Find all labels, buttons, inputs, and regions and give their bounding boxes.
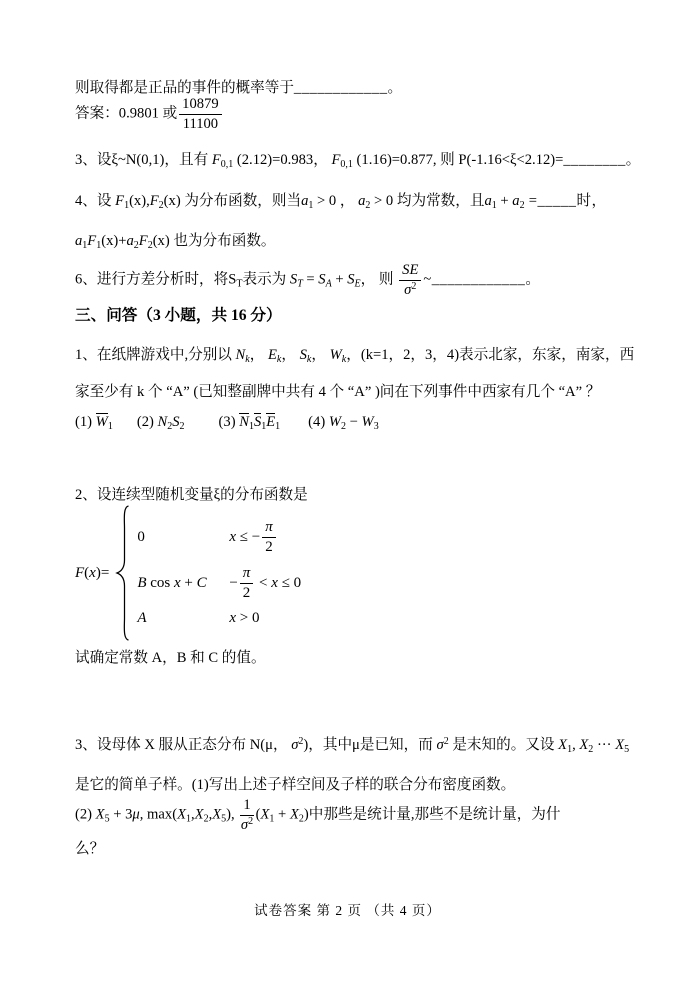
subscript: T: [236, 278, 243, 290]
math-variable: F: [115, 193, 125, 209]
function-lhs: [75, 565, 109, 582]
text-run: 为分布函数，则当: [180, 193, 302, 209]
overline-var: [96, 413, 108, 430]
text-run: [399, 262, 421, 281]
math-variable: X: [95, 806, 105, 823]
math-variable: X: [558, 737, 568, 753]
math-variable: S: [253, 414, 262, 430]
subscript: 1: [124, 200, 130, 211]
math-variable: x: [89, 564, 96, 581]
text-run: (3): [218, 414, 240, 430]
text-run: ≤ −: [235, 529, 261, 546]
text-run: 则取得都是正品的事件的概率等于: [75, 80, 294, 96]
text-run: (x): [152, 233, 170, 249]
question-2-intro: 2、设连续型随机变量ξ的分布函数是: [75, 487, 308, 503]
text-run: [229, 565, 301, 603]
text-run: [240, 565, 254, 584]
overline-var: [266, 413, 275, 430]
subscript: 2: [365, 200, 371, 211]
text-run: 。: [387, 80, 403, 96]
math-variable: π: [242, 564, 251, 581]
text-run: )，其中μ是已知，而: [303, 737, 437, 753]
section-heading: 三、问答（3 小题，共 16 分）: [75, 307, 282, 324]
math-variable: S: [289, 271, 298, 288]
text-run: ,: [139, 806, 148, 823]
subscript: 1: [275, 421, 281, 432]
math-variable: σ: [240, 816, 249, 833]
math-variable: E: [266, 414, 276, 430]
text-run: [240, 816, 253, 834]
math-variable: W: [95, 414, 108, 430]
text-run: [137, 575, 229, 592]
fraction: [240, 797, 253, 834]
text-run: 是末知的。又设: [448, 737, 559, 753]
text-run: −: [346, 414, 362, 430]
math-variable: k: [245, 354, 250, 365]
text-run: 2: [265, 539, 273, 556]
math-variable: k: [306, 354, 312, 365]
math-variable: μ: [132, 806, 140, 823]
subscript: 1: [308, 200, 314, 211]
text-run: 也为分布函数。: [169, 233, 276, 249]
text-run: 答案：0.9801 或: [75, 105, 178, 122]
text-run: (1.16)=0.877, 则 P(-1.16<ξ<2.12)=: [352, 152, 564, 168]
text-run: (1): [75, 414, 96, 430]
text-run: > 0: [235, 610, 260, 626]
superscript: 2: [443, 736, 449, 747]
text-run: 1、在纸牌游戏中,分别以: [75, 347, 236, 363]
math-variable: A: [325, 278, 332, 290]
math-variable: N: [157, 414, 168, 430]
text-run: ，: [346, 347, 361, 363]
case-list: [137, 519, 301, 627]
text-run: (: [255, 806, 261, 823]
subscript: 2: [341, 421, 347, 432]
answer-blank: =_____时，: [524, 193, 607, 209]
math-variable: F: [138, 233, 148, 249]
piecewise-distribution-function: [75, 503, 301, 643]
text-run: ),: [226, 806, 239, 823]
text-run: 中那些是统计量,那些不是统计量，为什: [308, 806, 561, 823]
math-variable: X: [260, 806, 270, 823]
text-run: 3、设母体 X 服从正态分布 N(μ，: [75, 737, 292, 753]
text-run: (4): [308, 414, 329, 430]
text-run: ， 则: [360, 271, 398, 288]
text-run: 0: [137, 529, 145, 546]
question-3-line-4: 么？: [75, 841, 105, 857]
subscript: 2: [167, 421, 173, 432]
subscript: 1: [96, 240, 102, 251]
text-run: (2.12)=0.983，: [233, 152, 332, 168]
text-run: > 0: [370, 193, 397, 209]
math-variable: k: [341, 354, 347, 365]
text-run: ,: [208, 806, 213, 823]
math-variable: x: [271, 574, 278, 591]
answer-line: [75, 96, 224, 133]
fill-item-6: [75, 262, 540, 299]
answer-blank: ________。: [563, 152, 641, 168]
text-run: (x): [163, 193, 181, 209]
text-run: −: [229, 574, 238, 591]
text-run: ···: [593, 737, 616, 753]
subscript: 0,1: [340, 159, 353, 170]
fraction-denominator: 11100: [182, 115, 219, 132]
brace-path: [117, 506, 129, 640]
subscript: 1: [567, 744, 573, 755]
question-3-line-2: 是它的简单子样。(1)写出上述子样空间及子样的联合分布密度函数。: [75, 777, 516, 793]
math-variable: F: [211, 152, 221, 168]
math-variable: F: [149, 193, 159, 209]
subscript: 2: [298, 813, 304, 825]
text-run: (2): [136, 414, 158, 430]
text-run: )=: [95, 564, 110, 581]
subscript: 2: [179, 421, 185, 432]
text-run: 均为常数，且: [396, 193, 485, 209]
text-run: +: [274, 806, 290, 823]
math-variable: X: [177, 806, 186, 823]
question-3-line-1: [75, 735, 629, 756]
subscript: 1: [261, 421, 267, 432]
text-run: +: [496, 193, 513, 209]
text-run: ≤ 0: [277, 574, 302, 591]
text-run: +: [180, 574, 197, 591]
text-run: ，: [281, 347, 300, 363]
subscript: 1: [185, 813, 191, 825]
answer-blank: ~____________。: [423, 271, 541, 288]
math-variable: σ: [404, 281, 412, 298]
math-variable: x: [173, 574, 181, 591]
text-run: ，: [311, 347, 330, 363]
question-1-event-items: [75, 412, 379, 433]
fill-item-4-line-2: [75, 231, 276, 252]
math-variable: F: [75, 564, 85, 581]
answer-blank: ____________: [293, 80, 388, 96]
superscript: 2: [298, 736, 304, 747]
fill-item-3: [75, 150, 641, 171]
math-variable: F: [331, 152, 341, 168]
math-variable: A: [137, 610, 147, 626]
subscript: 2: [203, 813, 209, 825]
math-variable: S: [299, 347, 307, 363]
math-variable: T: [297, 278, 303, 290]
math-variable: X: [289, 806, 299, 823]
math-variable: E: [354, 278, 361, 290]
math-variable: S: [347, 271, 355, 288]
text-run: cos: [146, 574, 174, 591]
question-2-outro: 试确定常数 A，B 和 C 的值。: [75, 650, 266, 666]
text-run: 3、设ξ~N(0,1)，且有: [75, 152, 212, 168]
math-variable: X: [194, 806, 204, 823]
fill-item-4-line-1: [75, 191, 607, 212]
text-run: +: [331, 271, 348, 288]
math-variable: X: [615, 737, 625, 753]
subscript: 1: [248, 421, 254, 432]
math-variable: X: [579, 737, 589, 753]
text-run: + 3: [109, 806, 133, 823]
subscript: 0,1: [220, 159, 234, 170]
text-run: [229, 610, 259, 627]
subscript: 5: [221, 813, 227, 825]
math-variable: N: [235, 347, 246, 363]
subscript: 2: [588, 744, 594, 755]
subscript: 3: [373, 421, 379, 432]
math-variable: σ: [436, 737, 444, 753]
subscript: 1: [82, 240, 88, 251]
math-variable: F: [87, 233, 97, 249]
subscript: 2: [519, 200, 525, 211]
text-run: 6、进行方差分析时，将S: [75, 271, 237, 288]
text-run: ，: [249, 347, 268, 363]
math-variable: S: [318, 271, 326, 288]
overline-var: [239, 413, 249, 430]
text-run: [262, 519, 276, 538]
text-run: (x),: [129, 193, 150, 209]
math-variable: x: [229, 610, 236, 626]
subscript: 1: [107, 421, 113, 432]
text-run: (: [172, 806, 178, 823]
math-variable: π: [265, 519, 273, 535]
math-variable: x: [229, 529, 236, 546]
math-variable: a: [301, 193, 309, 209]
text-run: [399, 281, 421, 299]
math-variable: k: [276, 354, 282, 365]
case-row-3: [137, 610, 301, 627]
question-1-line-1: [75, 345, 634, 366]
text-run: (x)+: [101, 233, 127, 249]
math-variable: W: [361, 414, 374, 430]
math-variable: SE: [402, 262, 419, 278]
math-variable: a: [75, 233, 83, 249]
math-variable: σ: [291, 737, 299, 753]
math-variable: W: [329, 347, 342, 363]
subscript: 5: [624, 744, 630, 755]
text-run: 4、设: [75, 193, 116, 209]
subscript: 2: [147, 240, 153, 251]
case-row-1: [137, 519, 301, 557]
fraction: [179, 96, 221, 133]
text-run: 表示为: [242, 271, 290, 288]
text-run: 1: [240, 797, 253, 816]
text-run: [229, 519, 277, 557]
text-run: (2): [75, 806, 96, 823]
fraction: [399, 262, 421, 299]
math-variable: a: [126, 233, 134, 249]
text-run: [137, 610, 229, 627]
text-run: (k=1，2，3，4)表示北家，东家，南家，西: [360, 347, 635, 363]
text-run: ,: [572, 737, 580, 753]
math-variable: a: [512, 193, 520, 209]
question-3-line-3: [75, 797, 560, 834]
math-variable: N: [239, 414, 249, 430]
math-variable: C: [196, 574, 207, 591]
fraction: [240, 565, 254, 603]
text-run: ): [303, 806, 309, 823]
text-run: (: [84, 564, 90, 581]
text-run: <: [255, 574, 272, 591]
subscript: 2: [133, 240, 139, 251]
subscript: 5: [104, 813, 110, 825]
math-variable: a: [358, 193, 366, 209]
question-1-line-2: 家至少有 k 个 “A” (已知整副牌中共有 4 个 “A” )问在下列事件中西家有几个 “A” ？: [75, 384, 601, 400]
text-run: =: [302, 271, 319, 288]
fraction: [262, 519, 276, 557]
text-run: ,: [190, 806, 195, 823]
math-variable: E: [267, 347, 277, 363]
text-run: > 0 ，: [313, 193, 359, 209]
subscript: 1: [269, 813, 275, 825]
superscript: 2: [411, 280, 417, 292]
superscript: 2: [248, 815, 254, 827]
page-footer: 试卷答案 第 2 页 （共 4 页）: [254, 903, 441, 918]
case-row-2: [137, 565, 301, 603]
math-variable: S: [172, 414, 180, 430]
math-variable: a: [484, 193, 492, 209]
text-run: 2: [242, 584, 251, 601]
math-variable: B: [137, 574, 147, 591]
math-variable: X: [212, 806, 222, 823]
curly-brace: [115, 504, 131, 642]
subscript: 2: [158, 200, 164, 211]
fraction-numerator: 10879: [179, 96, 221, 115]
subscript: 1: [491, 200, 497, 211]
math-variable: W: [328, 414, 342, 430]
text-run: max: [147, 806, 173, 823]
